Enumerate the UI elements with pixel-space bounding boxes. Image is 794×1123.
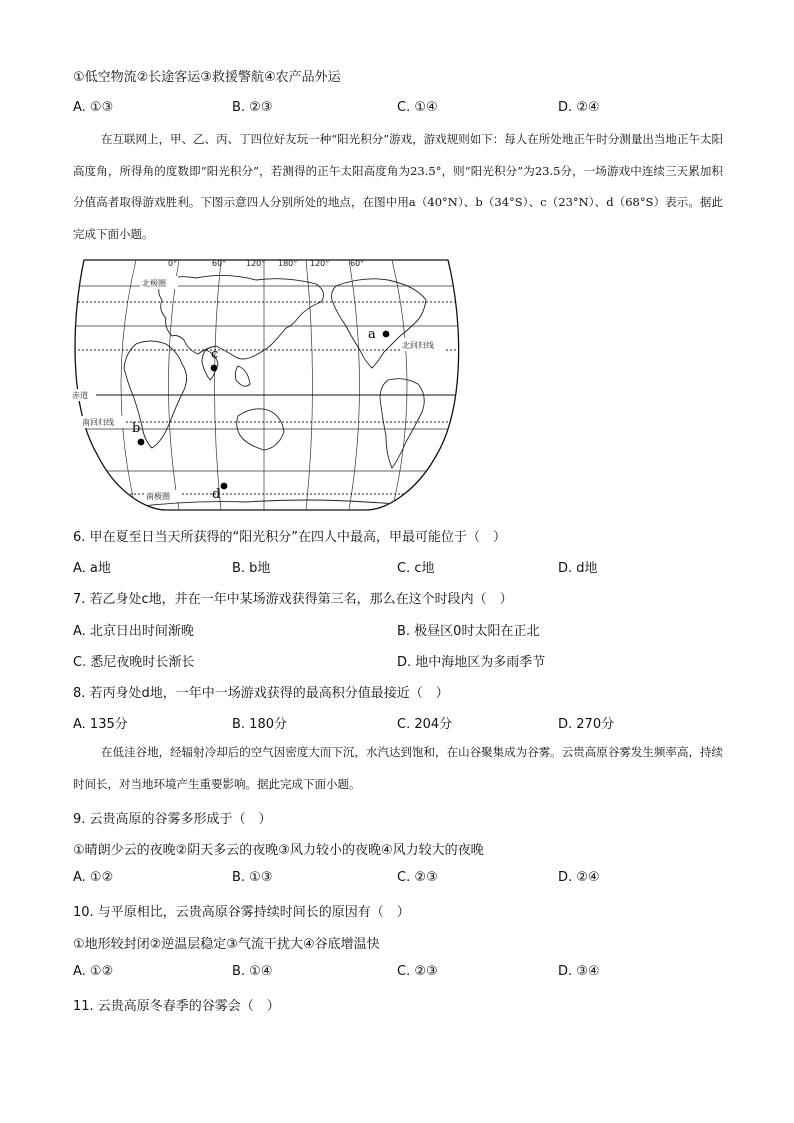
arctic-circle-label: 北极圈 bbox=[142, 279, 166, 288]
q8-stem: 8. 若丙身处d地，一年中一场游戏获得的最高积分值最接近（ ） bbox=[73, 686, 449, 701]
parallels bbox=[66, 286, 468, 471]
tropic-cancer-label: 北回归线 bbox=[402, 341, 434, 350]
passage-valley-fog bbox=[73, 737, 723, 800]
equator-label: 赤道 bbox=[72, 391, 88, 400]
q7-option-a[interactable]: A. 北京日出时间渐晚 bbox=[73, 624, 194, 639]
q8-option-c[interactable]: C. 204分 bbox=[397, 717, 453, 732]
q9-stem: 9. 云贵高原的谷雾多形成于（ ） bbox=[73, 812, 272, 827]
lon-label-1: 60° bbox=[212, 259, 227, 268]
continents bbox=[124, 275, 426, 508]
point-d bbox=[212, 483, 227, 502]
q6-option-b[interactable]: B. b地 bbox=[232, 561, 271, 576]
q8-option-a[interactable]: A. 135分 bbox=[73, 717, 128, 732]
special-parallels bbox=[66, 302, 468, 494]
q9-option-a[interactable]: A. ①② bbox=[73, 870, 114, 885]
north-america-outline bbox=[332, 279, 427, 368]
point-b-dot bbox=[138, 439, 145, 446]
point-a-dot bbox=[383, 331, 390, 338]
world-map bbox=[66, 256, 468, 514]
tropic-capricorn-label: 南回归线 bbox=[82, 418, 114, 427]
meridians bbox=[121, 260, 407, 510]
lon-label-4: 120° bbox=[310, 259, 330, 268]
point-d-label: d bbox=[212, 487, 221, 502]
point-c-dot bbox=[211, 365, 218, 372]
q6-option-d[interactable]: D. d地 bbox=[558, 561, 598, 576]
australia-outline bbox=[237, 409, 284, 450]
q10-option-d[interactable]: D. ③④ bbox=[558, 964, 600, 979]
point-c bbox=[211, 347, 219, 371]
q6-stem: 6. 甲在夏至日当天所获得的“阳光积分”在四人中最高，甲最可能位于（ ） bbox=[73, 530, 507, 545]
q9-choices-line: ①晴朗少云的夜晚②阴天多云的夜晚③风力较小的夜晚④风力较大的夜晚 bbox=[73, 843, 484, 858]
q11-stem: 11. 云贵高原冬春季的谷雾会（ ） bbox=[73, 999, 280, 1014]
europe-asia-outline bbox=[159, 275, 324, 359]
q10-option-a[interactable]: A. ①② bbox=[73, 964, 114, 979]
q8-option-d[interactable]: D. 270分 bbox=[558, 717, 615, 732]
q8-option-b[interactable]: B. 180分 bbox=[232, 717, 287, 732]
q10-option-b[interactable]: B. ①④ bbox=[232, 964, 273, 979]
q6-option-a[interactable]: A. a地 bbox=[73, 561, 111, 576]
q5-choices-line: ①低空物流②长途客运③救援警航④农产品外运 bbox=[73, 70, 341, 85]
lon-label-5: 60° bbox=[350, 259, 365, 268]
q7-option-d[interactable]: D. 地中海地区为多雨季节 bbox=[397, 655, 546, 670]
point-b bbox=[132, 421, 144, 445]
q9-option-b[interactable]: B. ①③ bbox=[232, 870, 273, 885]
q7-stem: 7. 若乙身处c地，并在一年中某场游戏获得第三名，那么在这个时段内（ ） bbox=[73, 592, 513, 607]
passage-valley-fog-text: 在低洼谷地，经辐射冷却后的空气因密度大而下沉，水汽达到饱和，在山谷聚集成为谷雾。云贵高原谷雾发生频率高，持续时间长，对当地环境产生重要影响。据此完成下面小题。 bbox=[73, 745, 723, 791]
point-a-label: a bbox=[368, 327, 376, 342]
q10-choices-line: ①地形较封闭②逆温层稳定③气流干扰大④谷底增温快 bbox=[73, 937, 380, 952]
lon-label-2: 120° bbox=[246, 259, 266, 268]
q5-option-b[interactable]: B. ②③ bbox=[232, 100, 273, 115]
q7-option-c[interactable]: C. 悉尼夜晚时长渐长 bbox=[73, 655, 195, 670]
q9-option-d[interactable]: D. ②④ bbox=[558, 870, 600, 885]
q10-option-c[interactable]: C. ②③ bbox=[397, 964, 438, 979]
point-d-dot bbox=[221, 483, 228, 490]
q5-option-c[interactable]: C. ①④ bbox=[397, 100, 438, 115]
q10-stem: 10. 与平原相比，云贵高原谷雾持续时间长的原因有（ ） bbox=[73, 905, 410, 920]
lon-label-3: 180° bbox=[278, 259, 298, 268]
passage-sunshine-text: 在互联网上，甲、乙、丙、丁四位好友玩一种“阳光积分”游戏，游戏规则如下：每人在所处地正午时分测量出当地正午太阳高度角，所得角的度数即“阳光积分”，若测得的正午太阳高度角为23.5°，则“阳光积分”为23.5分，一场游戏中连续三天累加积分值高者取得游戏胜利。下图示意四人分别所处的地点，在图中用a（40°N）、b（34°S）、c（23°N）、d（68°S）表示。据此完成下面小题。 bbox=[73, 132, 723, 241]
q9-option-c[interactable]: C. ②③ bbox=[397, 870, 438, 885]
q6-option-c[interactable]: C. c地 bbox=[397, 561, 435, 576]
passage-sunshine-game bbox=[73, 124, 723, 250]
antarctic-circle-label: 南极圈 bbox=[146, 492, 170, 501]
q7-option-b[interactable]: B. 极昼区0时太阳在正北 bbox=[397, 624, 540, 639]
lon-label-0: 0° bbox=[168, 259, 178, 268]
point-c-label: c bbox=[211, 347, 219, 362]
map-outline bbox=[75, 260, 459, 510]
q5-option-a[interactable]: A. ①③ bbox=[73, 100, 114, 115]
southeast-asia-outline bbox=[235, 366, 250, 386]
point-b-label: b bbox=[132, 421, 141, 436]
point-a bbox=[368, 327, 389, 342]
q5-option-d[interactable]: D. ②④ bbox=[558, 100, 600, 115]
